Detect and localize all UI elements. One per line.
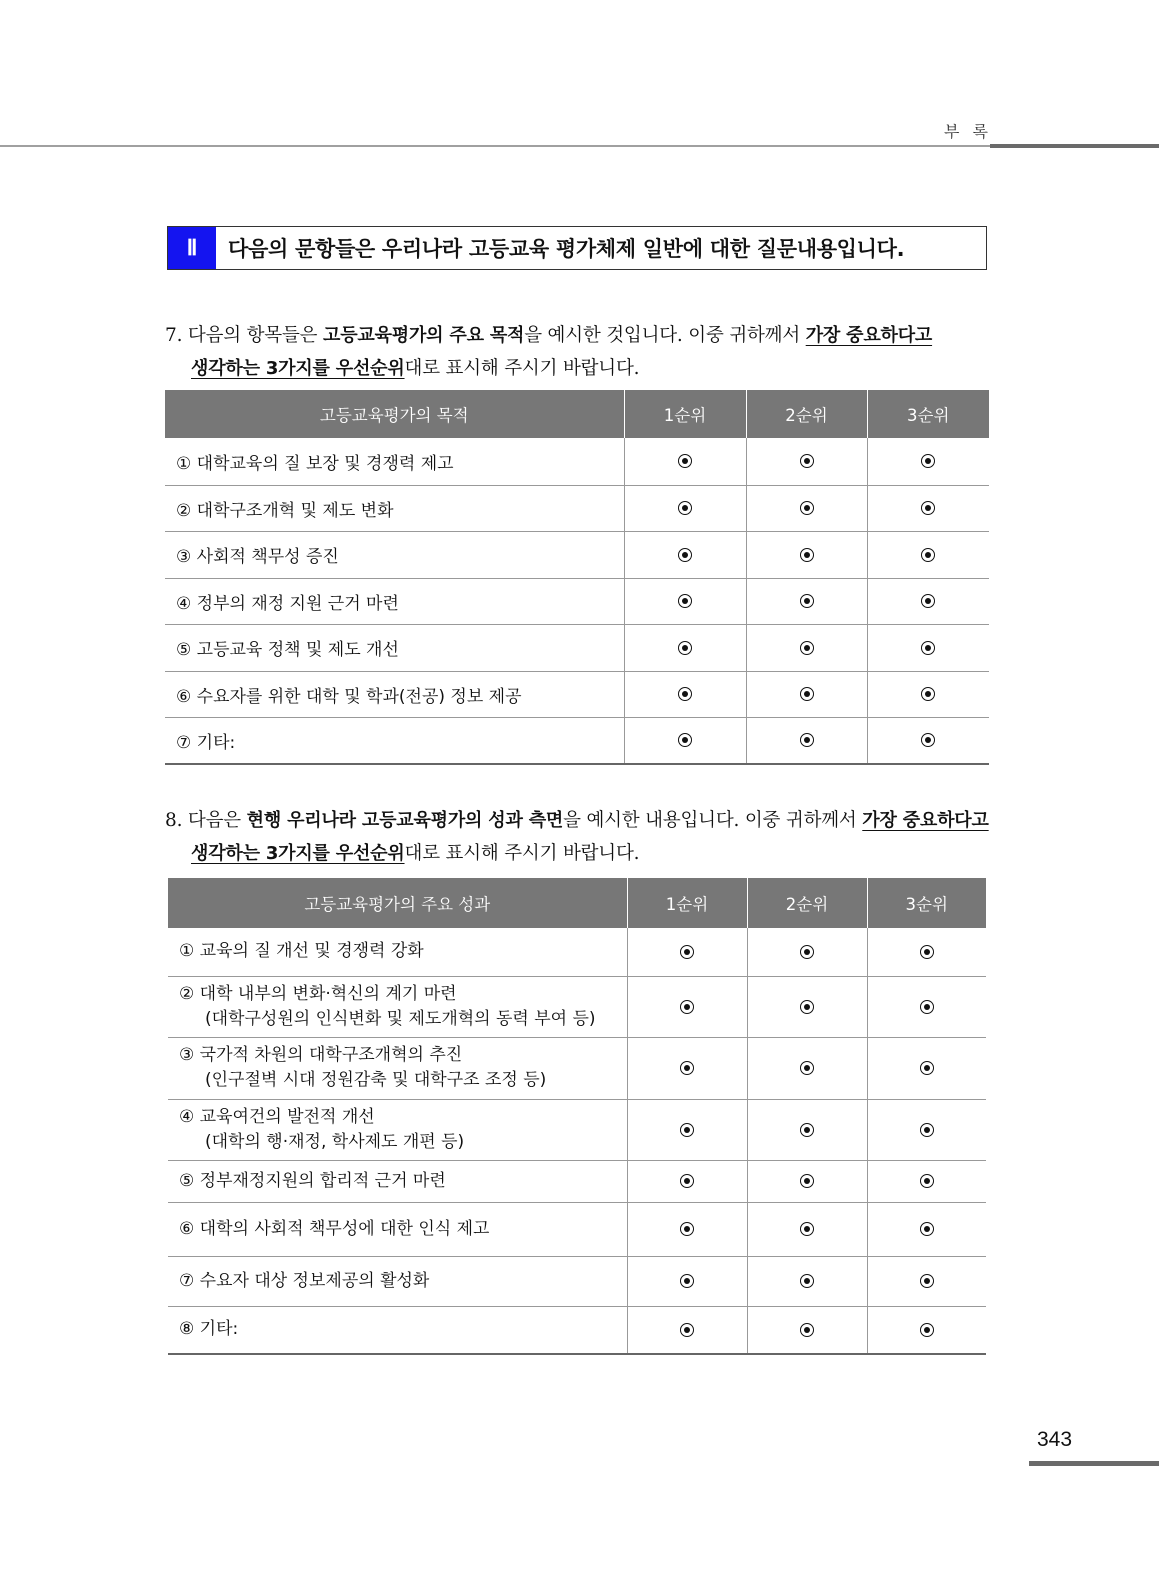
radio-button[interactable]	[800, 1222, 814, 1236]
q7-item-label: ③ 사회적 책무성 증진	[165, 531, 624, 578]
radio-button[interactable]	[800, 594, 814, 608]
q8-row-6-rank2-cell	[747, 1202, 867, 1256]
radio-button[interactable]	[678, 733, 692, 747]
section-number: Ⅱ	[168, 227, 216, 269]
radio-button[interactable]	[680, 1000, 694, 1014]
q7-col-purpose: 고등교육평가의 목적	[165, 390, 624, 438]
table-row	[168, 1202, 986, 1256]
q7-col-rank3: 3순위	[867, 390, 989, 438]
radio-button[interactable]	[678, 548, 692, 562]
radio-button[interactable]	[921, 548, 935, 562]
q7-row-5-rank3-cell	[867, 624, 989, 671]
q7-item-label: ⑥ 수요자를 위한 대학 및 학과(전공) 정보 제공	[165, 671, 624, 717]
radio-button[interactable]	[800, 687, 814, 701]
q7-row-3-rank1-cell	[624, 531, 746, 578]
radio-button[interactable]	[680, 1274, 694, 1288]
table-row	[168, 1256, 986, 1306]
q7-col-rank2: 2순위	[746, 390, 867, 438]
q7-item-label: ④ 정부의 재정 지원 근거 마련	[165, 578, 624, 624]
radio-button[interactable]	[800, 733, 814, 747]
radio-button[interactable]	[800, 1061, 814, 1075]
radio-button[interactable]	[678, 594, 692, 608]
q8-row-8-rank2-cell	[747, 1306, 867, 1354]
table-row	[168, 976, 986, 1037]
q8-item-cell	[168, 1099, 627, 1160]
q8-item-label: ③ 국가적 차원의 대학구조개혁의 추진	[179, 1045, 463, 1065]
q7-item-label: ⑤ 고등교육 정책 및 제도 개선	[165, 624, 624, 671]
table-row	[165, 671, 989, 717]
table-row	[168, 1099, 986, 1160]
radio-button[interactable]	[920, 1123, 934, 1137]
q8-item-label: ① 교육의 질 개선 및 경쟁력 강화	[179, 941, 424, 962]
q8-row-2-rank3-cell	[867, 976, 986, 1037]
q8-header-row	[168, 878, 986, 928]
q8-col-outcome: 고등교육평가의 주요 성과	[168, 878, 627, 928]
radio-button[interactable]	[800, 1123, 814, 1137]
radio-button[interactable]	[680, 1061, 694, 1075]
q7-col-rank1: 1순위	[624, 390, 746, 438]
section-title: 다음의 문항들은 우리나라 고등교육 평가체제 일반에 대한 질문내용입니다.	[228, 237, 905, 261]
table-row	[165, 578, 989, 624]
q8-row-4-rank3-cell	[867, 1099, 986, 1160]
q7-row-3-rank3-cell	[867, 531, 989, 578]
table-row	[168, 1037, 986, 1099]
radio-button[interactable]	[920, 1323, 934, 1337]
table-row	[165, 485, 989, 531]
q7-row-4-rank3-cell	[867, 578, 989, 624]
radio-button[interactable]	[680, 1123, 694, 1137]
radio-button[interactable]	[800, 1174, 814, 1188]
question-7	[165, 319, 990, 385]
q8-row-7-rank1-cell	[627, 1256, 747, 1306]
q7-row-4-rank1-cell	[624, 578, 746, 624]
question-8	[165, 804, 990, 870]
q8-row-4-rank1-cell	[627, 1099, 747, 1160]
radio-button[interactable]	[920, 1274, 934, 1288]
question-8-line1	[165, 804, 990, 837]
q7-row-7-rank3-cell	[867, 717, 989, 764]
q7-underline-1: 가장 중요하다고	[805, 325, 933, 346]
q8-table	[168, 878, 986, 1355]
q8-item-label: ② 대학 내부의 변화·혁신의 계기 마련	[179, 983, 457, 1004]
q8-row-6-rank3-cell	[867, 1202, 986, 1256]
q7-prefix: 7. 다음의 항목들은	[165, 325, 323, 346]
q7-suffix: 대로 표시해 주시기 바랍니다.	[404, 358, 640, 379]
q8-item-cell	[168, 1037, 627, 1099]
q8-row-8-rank1-cell	[627, 1306, 747, 1354]
table-row	[165, 624, 989, 671]
q8-item-cell	[168, 928, 627, 976]
q8-row-1-rank3-cell	[867, 928, 986, 976]
table-row	[168, 1306, 986, 1354]
question-7-line2	[165, 352, 990, 385]
q8-prefix: 8. 다음은	[165, 810, 247, 831]
q7-row-1-rank2-cell	[746, 438, 867, 485]
q7-row-5-rank1-cell	[624, 624, 746, 671]
q7-table	[165, 390, 989, 765]
q8-row-3-rank3-cell	[867, 1037, 986, 1099]
q8-mid: 을 예시한 내용입니다. 이중 귀하께서	[563, 810, 863, 831]
q8-underline-2: 생각하는 3가지를 우선순위	[191, 843, 405, 864]
appendix-label: 부 록	[944, 122, 992, 141]
q8-col-rank3: 3순위	[867, 878, 986, 928]
radio-button[interactable]	[800, 945, 814, 959]
q8-suffix: 대로 표시해 주시기 바랍니다.	[404, 843, 640, 864]
q7-item-label: ② 대학구조개혁 및 제도 변화	[165, 485, 624, 531]
q7-row-2-rank3-cell	[867, 485, 989, 531]
q8-row-3-rank2-cell	[747, 1037, 867, 1099]
table-row	[168, 1160, 986, 1202]
q8-row-8-rank3-cell	[867, 1306, 986, 1354]
radio-button[interactable]	[800, 1274, 814, 1288]
radio-button[interactable]	[920, 1174, 934, 1188]
q8-row-6-rank1-cell	[627, 1202, 747, 1256]
q7-row-5-rank2-cell	[746, 624, 867, 671]
q7-row-7-rank2-cell	[746, 717, 867, 764]
radio-button[interactable]	[800, 454, 814, 468]
question-7-line1	[165, 319, 990, 352]
radio-button[interactable]	[800, 641, 814, 655]
q8-row-7-rank2-cell	[747, 1256, 867, 1306]
table-row	[165, 717, 989, 764]
radio-button[interactable]	[921, 641, 935, 655]
q7-row-3-rank2-cell	[746, 531, 867, 578]
q8-item-label: ④ 교육여건의 발전적 개선	[179, 1106, 375, 1127]
q8-item-cell	[168, 1306, 627, 1354]
radio-button[interactable]	[921, 454, 935, 468]
q7-item-label: ⑦ 기타:	[165, 717, 624, 764]
q8-row-5-rank2-cell	[747, 1160, 867, 1202]
table-row	[168, 928, 986, 976]
radio-button[interactable]	[680, 945, 694, 959]
radio-button[interactable]	[680, 1222, 694, 1236]
q8-item-label: ⑥ 대학의 사회적 책무성에 대한 인식 제고	[179, 1218, 490, 1239]
q7-row-4-rank2-cell	[746, 578, 867, 624]
radio-button[interactable]	[921, 501, 935, 515]
q8-row-1-rank2-cell	[747, 928, 867, 976]
q8-item-label: ⑤ 정부재정지원의 합리적 근거 마련	[179, 1170, 446, 1191]
q8-item-cell	[168, 1202, 627, 1256]
radio-button[interactable]	[678, 454, 692, 468]
q7-row-6-rank1-cell	[624, 671, 746, 717]
radio-button[interactable]	[920, 1222, 934, 1236]
radio-button[interactable]	[921, 594, 935, 608]
q7-item-label: ① 대학교육의 질 보장 및 경쟁력 제고	[165, 438, 624, 485]
radio-button[interactable]	[800, 1323, 814, 1337]
q7-mid: 을 예시한 것입니다. 이중 귀하께서	[524, 325, 806, 346]
q8-row-7-rank3-cell	[867, 1256, 986, 1306]
q8-row-5-rank3-cell	[867, 1160, 986, 1202]
q8-row-2-rank1-cell	[627, 976, 747, 1037]
q8-item-detail: (대학구성원의 인식변화 및 제도개혁의 동력 부여 등)	[205, 1008, 596, 1029]
header-rule	[0, 145, 990, 147]
radio-button[interactable]	[678, 641, 692, 655]
q8-col-rank2: 2순위	[747, 878, 867, 928]
radio-button[interactable]	[800, 1000, 814, 1014]
q8-row-5-rank1-cell	[627, 1160, 747, 1202]
q7-row-6-rank3-cell	[867, 671, 989, 717]
q8-row-3-rank1-cell	[627, 1037, 747, 1099]
q8-item-label: ⑧ 기타:	[179, 1319, 239, 1340]
header-rule-accent	[990, 144, 1159, 148]
radio-button[interactable]	[920, 1061, 934, 1075]
radio-button[interactable]	[678, 687, 692, 701]
radio-button[interactable]	[920, 945, 934, 959]
radio-button[interactable]	[921, 687, 935, 701]
q7-header-row	[165, 390, 989, 438]
radio-button[interactable]	[920, 1000, 934, 1014]
radio-button[interactable]	[800, 501, 814, 515]
q8-col-rank1: 1순위	[627, 878, 747, 928]
q8-item-label: ⑦ 수요자 대상 정보제공의 활성화	[179, 1270, 430, 1291]
q7-row-6-rank2-cell	[746, 671, 867, 717]
footer-rule	[1029, 1461, 1159, 1466]
q8-item-detail: (대학의 행·재정, 학사제도 개편 등)	[205, 1131, 465, 1152]
q8-row-4-rank2-cell	[747, 1099, 867, 1160]
q8-item-cell	[168, 1256, 627, 1306]
radio-button[interactable]	[678, 501, 692, 515]
radio-button[interactable]	[800, 548, 814, 562]
page-number: 343	[1037, 1428, 1073, 1451]
q8-emphasis: 현행 우리나라 고등교육평가의 성과 측면	[246, 810, 564, 831]
q7-row-2-rank1-cell	[624, 485, 746, 531]
q8-item-detail: (인구절벽 시대 정원감축 및 대학구조 조정 등)	[205, 1070, 547, 1090]
q8-underline-1: 가장 중요하다고	[862, 810, 989, 831]
table-row	[165, 531, 989, 578]
q7-row-1-rank1-cell	[624, 438, 746, 485]
q8-row-2-rank2-cell	[747, 976, 867, 1037]
section-heading	[167, 226, 987, 270]
question-8-line2	[165, 837, 990, 870]
q7-row-1-rank3-cell	[867, 438, 989, 485]
q8-row-1-rank1-cell	[627, 928, 747, 976]
q7-emphasis: 고등교육평가의 주요 목적	[323, 325, 525, 346]
q7-row-7-rank1-cell	[624, 717, 746, 764]
radio-button[interactable]	[680, 1174, 694, 1188]
q7-row-2-rank2-cell	[746, 485, 867, 531]
q8-item-cell	[168, 976, 627, 1037]
table-row	[165, 438, 989, 485]
q7-underline-2: 생각하는 3가지를 우선순위	[191, 358, 405, 379]
radio-button[interactable]	[921, 733, 935, 747]
radio-button[interactable]	[680, 1323, 694, 1337]
q8-item-cell	[168, 1160, 627, 1202]
